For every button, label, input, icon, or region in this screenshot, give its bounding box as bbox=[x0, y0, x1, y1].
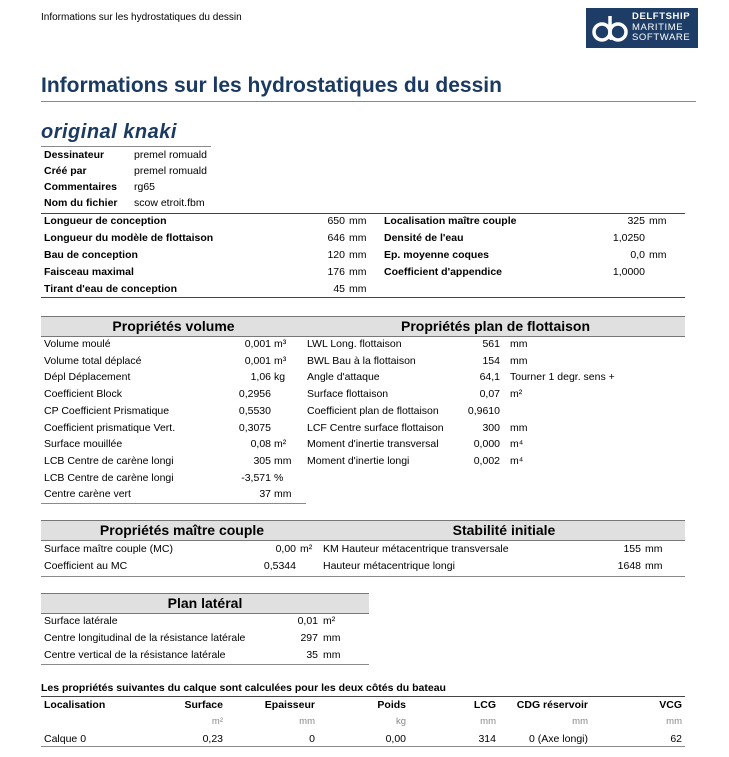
waterplane-unit: Tourner 1 degr. sens + bbox=[510, 371, 615, 384]
volume-value: 0,2956 bbox=[238, 388, 271, 401]
waterplane-label: LWL Long. flottaison bbox=[307, 338, 402, 350]
midship-unit: m² bbox=[300, 543, 313, 555]
logo-line-2: MARITIME bbox=[632, 21, 684, 33]
stability-unit: mm bbox=[645, 543, 663, 555]
mainleft-unit: mm bbox=[349, 232, 367, 244]
info-label: Commentaires bbox=[44, 181, 117, 193]
delftship-logo-icon bbox=[586, 8, 632, 48]
layers-cell: 0 bbox=[309, 733, 315, 745]
waterplane-unit: mm bbox=[510, 354, 528, 367]
mainleft-label: Bau de conception bbox=[44, 249, 138, 261]
waterplane-label: BWL Bau à la flottaison bbox=[307, 354, 416, 367]
volume-unit: % bbox=[274, 471, 284, 484]
mainright-label: Ep. moyenne coques bbox=[384, 249, 490, 261]
main-bottom-divider bbox=[41, 297, 685, 298]
logo-line-3: SOFTWARE bbox=[632, 32, 691, 43]
layers-col-header: CDG réservoir bbox=[516, 699, 588, 711]
waterplane-label: Coefficient plan de flottaison bbox=[307, 404, 439, 417]
volume-label: Surface mouillée bbox=[44, 438, 123, 451]
mainright-label: Localisation maître couple bbox=[384, 215, 517, 227]
waterplane-label: Angle d'attaque bbox=[307, 371, 380, 384]
mainleft-unit: mm bbox=[349, 215, 367, 227]
mainleft-unit: mm bbox=[349, 266, 367, 278]
waterplane-value: 561 bbox=[482, 338, 500, 350]
waterplane-value: 64,1 bbox=[479, 371, 500, 384]
lateral-unit: m² bbox=[323, 615, 336, 627]
mainleft-unit: mm bbox=[349, 249, 367, 261]
layers-col-header: Localisation bbox=[44, 699, 106, 711]
volume-label: Dépl Déplacement bbox=[44, 371, 131, 384]
layers-col-header: Epaisseur bbox=[264, 699, 315, 711]
waterplane-unit: mm bbox=[510, 338, 528, 350]
lateral-label: Centre longitudinal de la résistance latérale bbox=[44, 632, 246, 644]
volume-value: 305 bbox=[253, 454, 271, 467]
volume-label: CP Coefficient Prismatique bbox=[44, 404, 170, 417]
mainright-label: Densité de l'eau bbox=[384, 232, 464, 244]
waterplane-label: Moment d'inertie transversal bbox=[307, 438, 439, 451]
lateral-value: 297 bbox=[300, 632, 318, 644]
midship-title: Propriétés maître couple bbox=[99, 522, 265, 538]
design-name-divider bbox=[41, 146, 211, 147]
layers-col-unit: kg bbox=[395, 716, 406, 727]
layers-cell: 0 (Axe longi) bbox=[529, 733, 588, 745]
volume-unit: m³ bbox=[274, 354, 287, 367]
mainright-value: 325 bbox=[627, 215, 645, 227]
waterplane-value: 0,9610 bbox=[467, 404, 500, 417]
waterplane-label: Moment d'inertie longi bbox=[307, 454, 410, 467]
volume-unit: mm bbox=[274, 454, 292, 467]
main-top-divider bbox=[41, 213, 685, 214]
mainleft-label: Faisceau maximal bbox=[44, 266, 134, 278]
layers-col-unit: mm bbox=[572, 716, 588, 727]
stability-title: Stabilité initiale bbox=[452, 522, 556, 538]
header-small-title: Informations sur les hydrostatiques du dessin bbox=[41, 12, 242, 23]
waterplane-unit: m⁴ bbox=[510, 438, 524, 451]
midship-value: 0,00 bbox=[275, 543, 296, 555]
midship-label: Coefficient au MC bbox=[44, 560, 128, 572]
waterplane-value: 0,002 bbox=[473, 454, 500, 467]
page-title: Informations sur les hydrostatiques du dessin bbox=[41, 74, 502, 97]
layers-cell: 0,00 bbox=[385, 733, 406, 745]
info-label: Créé par bbox=[44, 165, 87, 177]
info-value: rg65 bbox=[134, 181, 156, 193]
layers-col-unit: mm bbox=[480, 716, 496, 727]
layers-cell: 314 bbox=[478, 733, 496, 745]
volume-unit: m³ bbox=[274, 338, 287, 350]
waterplane-value: 0,000 bbox=[473, 438, 500, 451]
volume-label: Volume moulé bbox=[44, 338, 111, 350]
lateral-label: Centre vertical de la résistance latérale bbox=[44, 649, 226, 661]
waterplane-label: Surface flottaison bbox=[307, 388, 389, 401]
mainleft-label: Longueur du modèle de flottaison bbox=[44, 232, 214, 244]
lateral-value: 35 bbox=[306, 649, 318, 661]
mainleft-unit: mm bbox=[349, 283, 367, 295]
mainright-label: Coefficient d'appendice bbox=[384, 266, 503, 278]
layers-cell: 0,23 bbox=[202, 733, 223, 745]
lateral-label: Surface latérale bbox=[44, 615, 118, 627]
volume-value: 1,06 bbox=[250, 371, 271, 384]
mainleft-value: 650 bbox=[327, 215, 345, 227]
waterplane-title: Propriétés plan de flottaison bbox=[400, 318, 591, 334]
mainright-unit: mm bbox=[649, 215, 667, 227]
mainright-value: 0,0 bbox=[630, 249, 645, 261]
info-value: premel romuald bbox=[134, 165, 207, 177]
waterplane-value: 154 bbox=[482, 354, 500, 367]
mainleft-label: Longueur de conception bbox=[44, 215, 167, 227]
volume-value: 0,001 bbox=[244, 354, 271, 367]
title-divider bbox=[41, 101, 696, 102]
layers-col-header: Surface bbox=[184, 699, 223, 711]
design-name: original knaki bbox=[41, 121, 177, 143]
lateral-bottom-divider bbox=[41, 664, 369, 665]
lateral-unit: mm bbox=[323, 632, 341, 644]
waterplane-label: LCF Centre surface flottaison bbox=[307, 421, 444, 434]
volume-value: -3,571 bbox=[241, 471, 271, 484]
info-value: premel romuald bbox=[134, 149, 207, 161]
volume-unit: m² bbox=[274, 438, 287, 451]
volume-label: LCB Centre de carène longi bbox=[44, 471, 174, 484]
waterplane-unit: m⁴ bbox=[510, 454, 524, 467]
volume-unit: kg bbox=[274, 371, 286, 384]
mainleft-label: Tirant d'eau de conception bbox=[44, 283, 177, 295]
volume-title: Propriétés volume bbox=[112, 318, 235, 334]
volume-value: 0,001 bbox=[244, 338, 271, 350]
midship-value: 0,5344 bbox=[263, 560, 296, 572]
lateral-unit: mm bbox=[323, 649, 341, 661]
layers-col-header: Poids bbox=[377, 699, 406, 711]
stability-unit: mm bbox=[645, 560, 663, 572]
delftship-logo bbox=[586, 8, 698, 48]
volume-value: 0,3075 bbox=[238, 421, 271, 434]
mainright-value: 1,0000 bbox=[612, 266, 645, 278]
stability-label: KM Hauteur métacentrique transversale bbox=[323, 543, 509, 555]
layers-cell: Calque 0 bbox=[44, 733, 87, 745]
stability-label: Hauteur métacentrique longi bbox=[323, 560, 455, 572]
midship-bottom-divider bbox=[41, 576, 685, 577]
layers-col-unit: mm bbox=[666, 716, 682, 727]
layers-col-unit: m² bbox=[211, 716, 223, 727]
volume-label: Volume total déplacé bbox=[44, 354, 142, 367]
lateral-value: 0,01 bbox=[297, 615, 318, 627]
stability-value: 1648 bbox=[617, 560, 641, 572]
mainright-unit: mm bbox=[649, 249, 667, 261]
info-value: scow etroit.fbm bbox=[134, 197, 205, 209]
mainleft-value: 646 bbox=[327, 232, 345, 244]
volume-label: LCB Centre de carène longi bbox=[44, 454, 174, 467]
waterplane-value: 0,07 bbox=[479, 388, 500, 401]
layers-top-divider bbox=[41, 696, 685, 697]
volume-label: Centre carène vert bbox=[44, 488, 131, 501]
layers-bottom-divider bbox=[41, 746, 685, 747]
waterplane-value: 300 bbox=[482, 421, 500, 434]
lateral-title: Plan latéral bbox=[167, 595, 243, 611]
layers-col-unit: mm bbox=[299, 716, 315, 727]
volume-value: 0,08 bbox=[250, 438, 271, 451]
mainleft-value: 120 bbox=[327, 249, 345, 261]
mainleft-value: 45 bbox=[333, 283, 345, 295]
midship-label: Surface maître couple (MC) bbox=[44, 543, 173, 555]
info-label: Dessinateur bbox=[44, 149, 105, 161]
layers-cell: 62 bbox=[670, 733, 682, 745]
waterplane-unit: m² bbox=[510, 388, 523, 401]
mainleft-value: 176 bbox=[327, 266, 345, 278]
layers-intro: Les propriétés suivantes du calque sont calculées pour les deux côtés du bateau bbox=[41, 682, 446, 694]
layers-col-header: VCG bbox=[659, 699, 682, 711]
volume-value: 37 bbox=[259, 488, 271, 501]
volume-unit: mm bbox=[274, 488, 292, 501]
volume-bottom-divider bbox=[41, 503, 306, 504]
info-label: Nom du fichier bbox=[44, 197, 118, 209]
mainright-value: 1,0250 bbox=[612, 232, 645, 244]
logo-line-1: DELFTSHIP bbox=[632, 11, 691, 22]
stability-value: 155 bbox=[623, 543, 641, 555]
volume-value: 0,5530 bbox=[238, 404, 271, 417]
volume-label: Coefficient prismatique Vert. bbox=[44, 421, 176, 434]
layers-col-header: LCG bbox=[473, 699, 496, 711]
waterplane-unit: mm bbox=[510, 421, 528, 434]
volume-label: Coefficient Block bbox=[44, 388, 123, 401]
